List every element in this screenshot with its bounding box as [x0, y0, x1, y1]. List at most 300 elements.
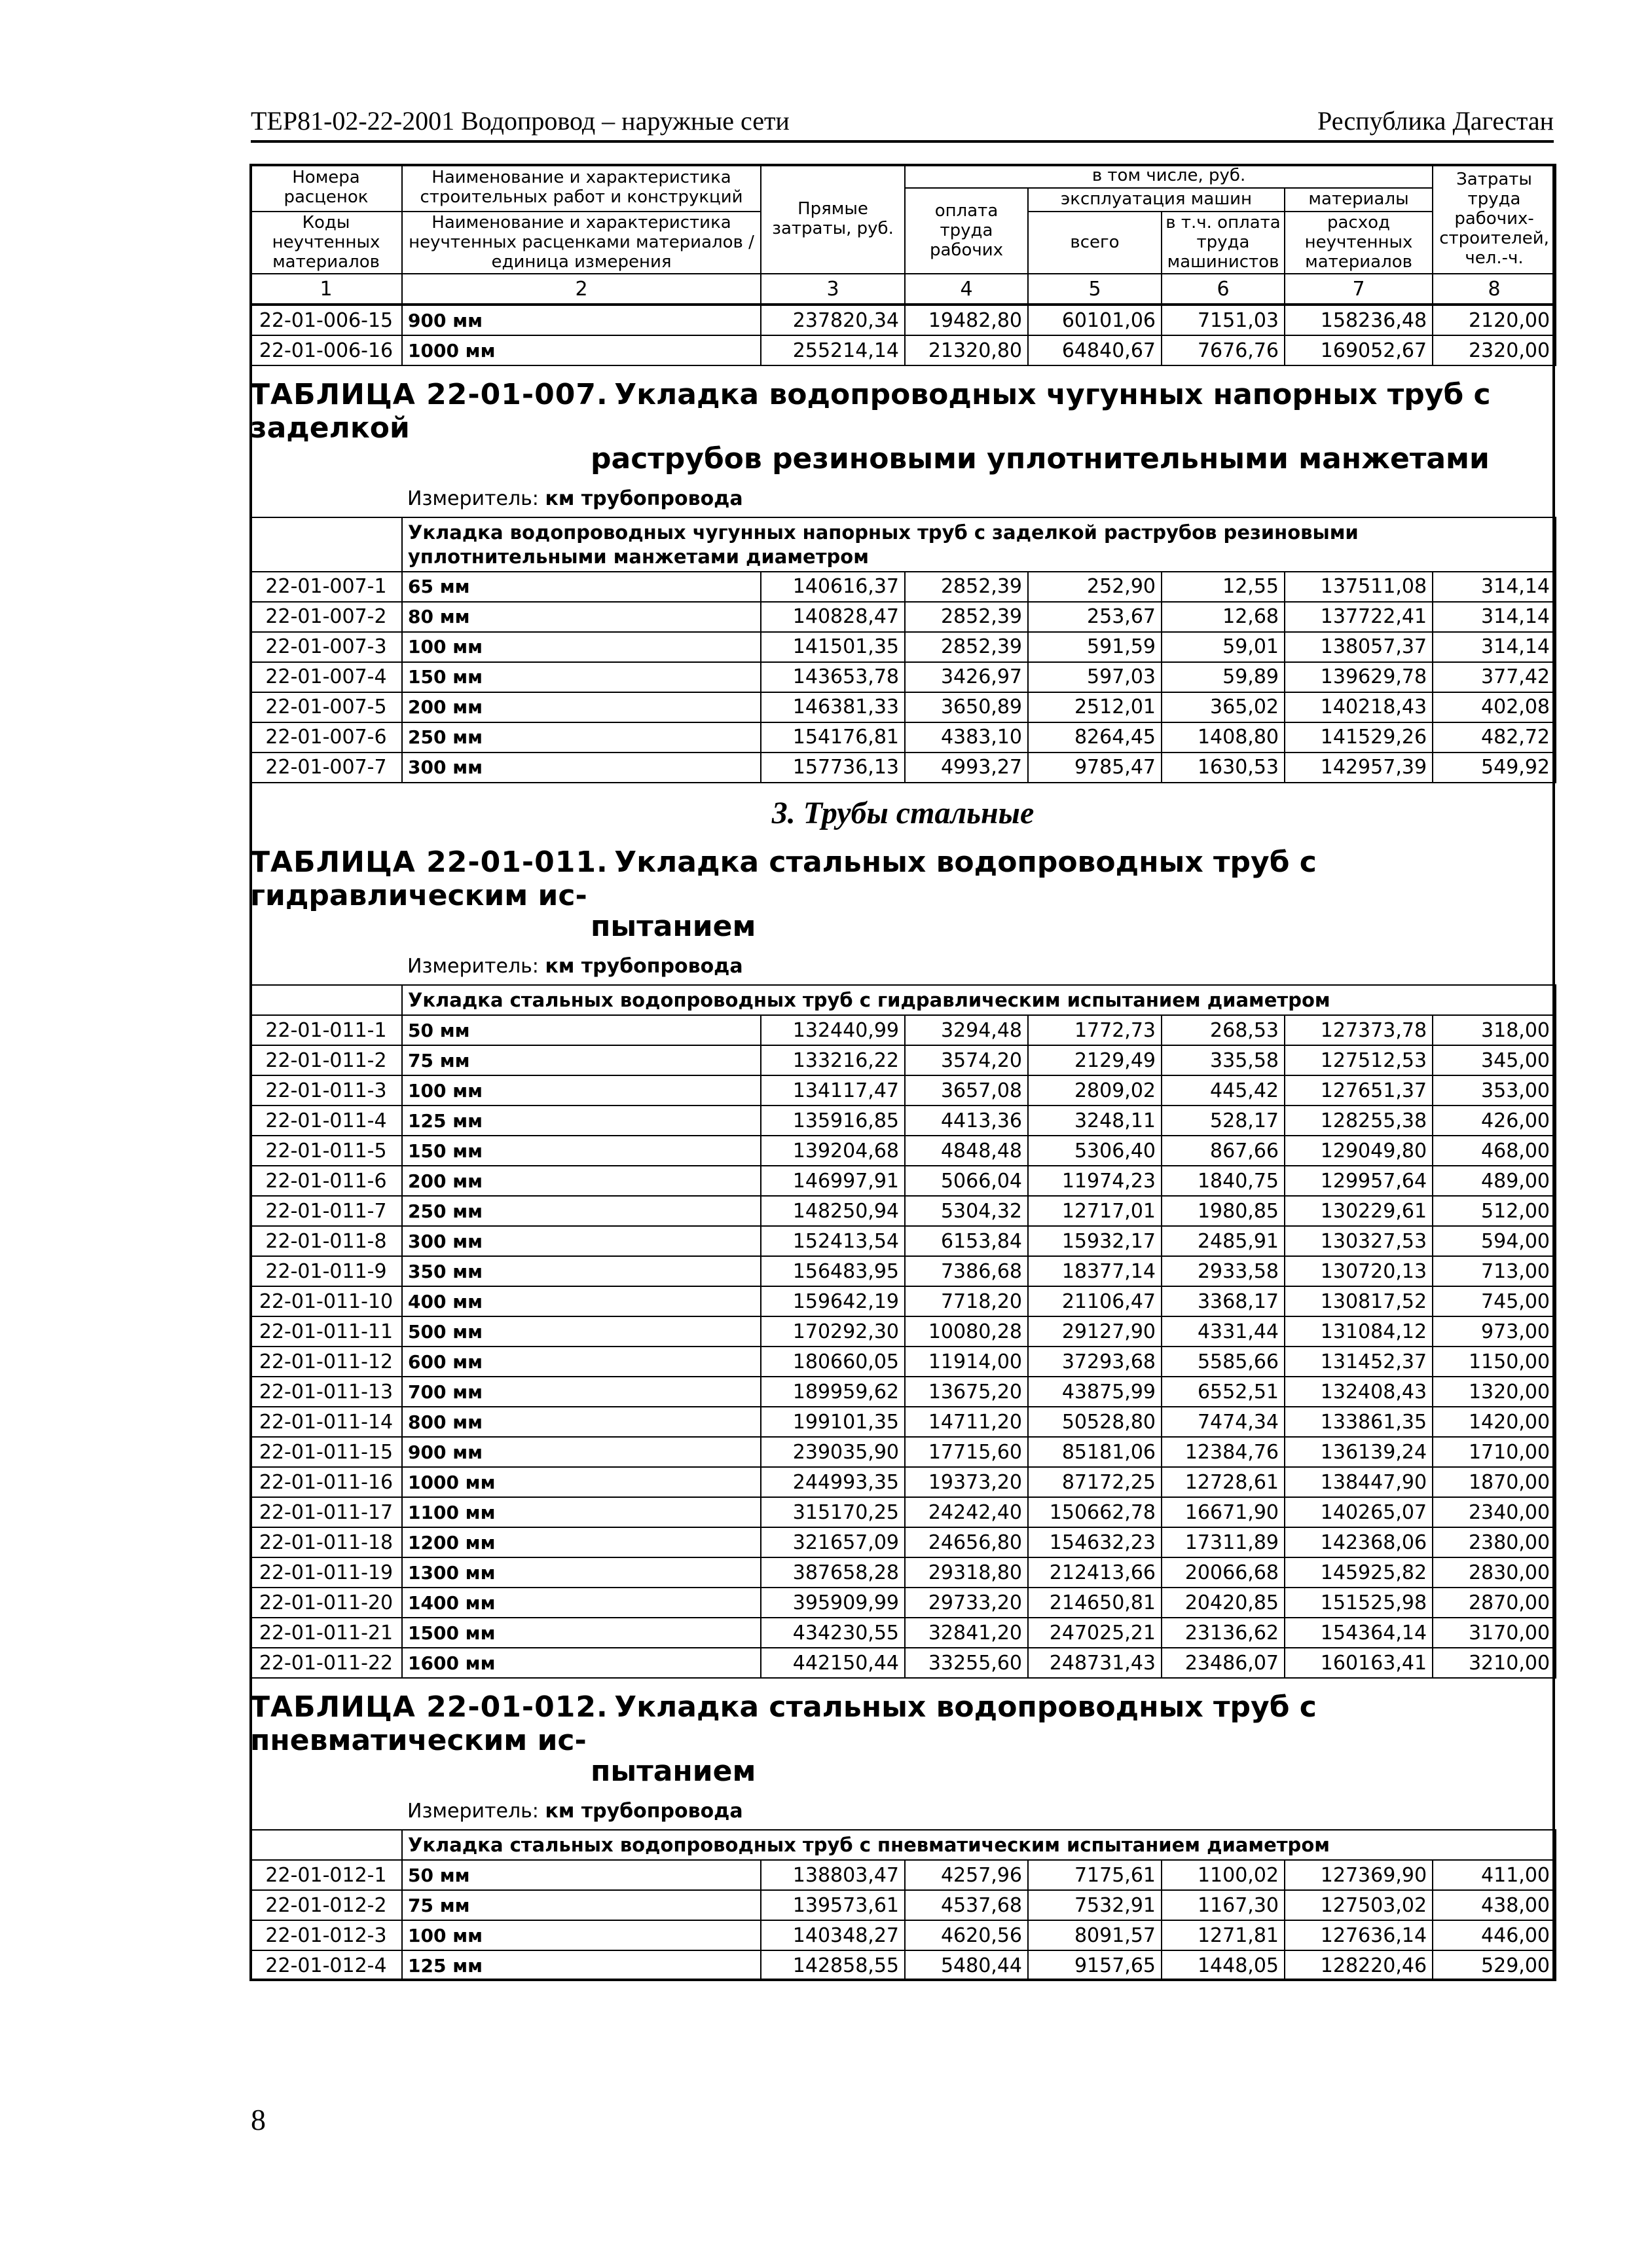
rate-name: 1500 мм	[402, 1618, 761, 1648]
direct-cost: 146381,33	[761, 692, 905, 722]
col-direct: Прямые затраты, руб.	[761, 164, 905, 274]
materials-cost: 158236,48	[1285, 305, 1433, 335]
table-row	[250, 1136, 1556, 1166]
col-num: 7	[1285, 274, 1433, 305]
measure-line	[250, 1800, 1556, 1829]
table-title-row	[250, 1678, 1556, 1830]
materials-cost: 130720,13	[1285, 1256, 1433, 1286]
machinist-cost: 7151,03	[1162, 305, 1285, 335]
table-row	[250, 1196, 1556, 1226]
subheader-text: Укладка водопроводных чугунных напорных труб с заделкой раструбов резиновыми уплотнительными манжетами диаметром	[402, 517, 1556, 572]
machines-total: 597,03	[1028, 662, 1162, 692]
table-label: ТАБЛИЦА 22-01-012.	[250, 1690, 608, 1724]
table-row	[250, 1256, 1556, 1286]
labor-hours: 3170,00	[1433, 1618, 1556, 1648]
table-title-row	[250, 834, 1556, 985]
materials-cost: 127503,02	[1285, 1890, 1433, 1920]
column-numbers-row	[250, 274, 1556, 305]
rate-code: 22-01-011-17	[250, 1497, 402, 1527]
direct-cost: 239035,90	[761, 1437, 905, 1467]
measure-label: Измеритель:	[407, 954, 539, 978]
labor-hours: 314,14	[1433, 572, 1556, 602]
materials-cost: 131084,12	[1285, 1316, 1433, 1347]
rate-code: 22-01-011-10	[250, 1286, 402, 1316]
direct-cost: 139573,61	[761, 1890, 905, 1920]
direct-cost: 434230,55	[761, 1618, 905, 1648]
machinist-cost: 1100,02	[1162, 1860, 1285, 1890]
table-row	[250, 1015, 1556, 1045]
table-row	[250, 692, 1556, 722]
direct-cost: 237820,34	[761, 305, 905, 335]
labor-cost: 2852,39	[905, 572, 1028, 602]
rate-name: 1400 мм	[402, 1588, 761, 1618]
table-row	[250, 572, 1556, 602]
col-name-bottom: Наименование и характеристика неучтенных расценками материалов / единица измерения	[402, 212, 761, 274]
table-row	[250, 1106, 1556, 1136]
rate-code: 22-01-011-8	[250, 1226, 402, 1256]
labor-hours: 2380,00	[1433, 1527, 1556, 1557]
machinist-cost: 1448,05	[1162, 1950, 1285, 1980]
measure-value: км трубопровода	[545, 487, 743, 511]
rate-name: 1200 мм	[402, 1527, 761, 1557]
rate-code: 22-01-011-4	[250, 1106, 402, 1136]
rate-name: 75 мм	[402, 1045, 761, 1075]
materials-cost: 140218,43	[1285, 692, 1433, 722]
rate-name: 900 мм	[402, 305, 761, 335]
labor-hours: 2870,00	[1433, 1588, 1556, 1618]
rate-code: 22-01-012-4	[250, 1950, 402, 1980]
labor-hours: 1710,00	[1433, 1437, 1556, 1467]
direct-cost: 132440,99	[761, 1015, 905, 1045]
rate-name: 400 мм	[402, 1286, 761, 1316]
labor-hours: 529,00	[1433, 1950, 1556, 1980]
machinist-cost: 1167,30	[1162, 1890, 1285, 1920]
subheader-row	[250, 1830, 1556, 1860]
machinist-cost: 5585,66	[1162, 1347, 1285, 1377]
labor-hours: 345,00	[1433, 1045, 1556, 1075]
labor-cost: 19482,80	[905, 305, 1028, 335]
header-row-1	[250, 164, 1556, 188]
table-row	[250, 1527, 1556, 1557]
labor-cost: 2852,39	[905, 602, 1028, 632]
table-title-cont: пытанием	[591, 909, 756, 943]
table-title-cont: пытанием	[591, 1755, 756, 1789]
direct-cost: 157736,13	[761, 753, 905, 783]
machinist-cost: 20066,68	[1162, 1557, 1285, 1588]
table-title: Укладка водопроводных чугунных напорных труб с заделкой	[250, 378, 1491, 445]
machines-total: 591,59	[1028, 632, 1162, 662]
machines-total: 253,67	[1028, 602, 1162, 632]
subheader-text: Укладка стальных водопроводных труб с гидравлическим испытанием диаметром	[402, 985, 1556, 1015]
rate-code: 22-01-011-22	[250, 1648, 402, 1678]
rate-code: 22-01-011-1	[250, 1015, 402, 1045]
labor-hours: 402,08	[1433, 692, 1556, 722]
labor-hours: 1320,00	[1433, 1377, 1556, 1407]
table-row	[250, 1045, 1556, 1075]
rate-name: 1300 мм	[402, 1557, 761, 1588]
materials-cost: 140265,07	[1285, 1497, 1433, 1527]
machines-total: 248731,43	[1028, 1648, 1162, 1678]
labor-cost: 32841,20	[905, 1618, 1028, 1648]
machines-total: 9157,65	[1028, 1950, 1162, 1980]
rate-name: 100 мм	[402, 632, 761, 662]
labor-hours: 2340,00	[1433, 1497, 1556, 1527]
labor-cost: 3650,89	[905, 692, 1028, 722]
section-row	[250, 783, 1556, 834]
rate-code: 22-01-011-9	[250, 1256, 402, 1286]
labor-cost: 4537,68	[905, 1890, 1028, 1920]
materials-cost: 132408,43	[1285, 1377, 1433, 1407]
rate-name: 1600 мм	[402, 1648, 761, 1678]
materials-cost: 142957,39	[1285, 753, 1433, 783]
machines-total: 7532,91	[1028, 1890, 1162, 1920]
machinist-cost: 1271,81	[1162, 1920, 1285, 1950]
rate-code: 22-01-007-7	[250, 753, 402, 783]
materials-cost: 133861,35	[1285, 1407, 1433, 1437]
measure-label: Измеритель:	[407, 487, 539, 511]
rate-code: 22-01-011-21	[250, 1618, 402, 1648]
labor-hours: 549,92	[1433, 753, 1556, 783]
labor-hours: 318,00	[1433, 1015, 1556, 1045]
labor-hours: 353,00	[1433, 1075, 1556, 1106]
labor-cost: 4848,48	[905, 1136, 1028, 1166]
col-hours: Затраты труда рабочих-строителей, чел.-ч.	[1433, 164, 1556, 274]
direct-cost: 133216,22	[761, 1045, 905, 1075]
rate-name: 300 мм	[402, 1226, 761, 1256]
labor-hours: 482,72	[1433, 722, 1556, 753]
rate-code: 22-01-011-15	[250, 1437, 402, 1467]
direct-cost: 135916,85	[761, 1106, 905, 1136]
materials-cost: 169052,67	[1285, 335, 1433, 365]
machinist-cost: 12,68	[1162, 602, 1285, 632]
table-row	[250, 1467, 1556, 1497]
direct-cost: 180660,05	[761, 1347, 905, 1377]
rate-name: 800 мм	[402, 1407, 761, 1437]
rate-name: 250 мм	[402, 1196, 761, 1226]
rate-code: 22-01-011-5	[250, 1136, 402, 1166]
labor-hours: 745,00	[1433, 1286, 1556, 1316]
machines-total: 214650,81	[1028, 1588, 1162, 1618]
machinist-cost: 6552,51	[1162, 1377, 1285, 1407]
col-name-top: Наименование и характеристика строительных работ и конструкций	[402, 164, 761, 212]
machines-total: 1772,73	[1028, 1015, 1162, 1045]
subheader-text: Укладка стальных водопроводных труб с пневматическим испытанием диаметром	[402, 1830, 1556, 1860]
materials-cost: 130229,61	[1285, 1196, 1433, 1226]
direct-cost: 142858,55	[761, 1950, 905, 1980]
table-row	[250, 632, 1556, 662]
materials-cost: 127651,37	[1285, 1075, 1433, 1106]
labor-cost: 3574,20	[905, 1045, 1028, 1075]
direct-cost: 143653,78	[761, 662, 905, 692]
machinist-cost: 365,02	[1162, 692, 1285, 722]
machinist-cost: 4331,44	[1162, 1316, 1285, 1347]
machinist-cost: 12384,76	[1162, 1437, 1285, 1467]
labor-hours: 2120,00	[1433, 305, 1556, 335]
labor-hours: 2320,00	[1433, 335, 1556, 365]
table-row	[250, 1920, 1556, 1950]
direct-cost: 152413,54	[761, 1226, 905, 1256]
table-row	[250, 1377, 1556, 1407]
machinist-cost: 1630,53	[1162, 753, 1285, 783]
machines-total: 37293,68	[1028, 1347, 1162, 1377]
table-title: Укладка стальных водопроводных труб с гидравлическим ис-	[250, 845, 1317, 912]
machines-total: 50528,80	[1028, 1407, 1162, 1437]
machinist-cost: 7676,76	[1162, 335, 1285, 365]
labor-hours: 1420,00	[1433, 1407, 1556, 1437]
direct-cost: 387658,28	[761, 1557, 905, 1588]
table-title-cont: раструбов резиновыми уплотнительными манжетами	[591, 442, 1490, 476]
materials-cost: 127512,53	[1285, 1045, 1433, 1075]
materials-cost: 129049,80	[1285, 1136, 1433, 1166]
machines-total: 85181,06	[1028, 1437, 1162, 1467]
labor-cost: 11914,00	[905, 1347, 1028, 1377]
machinist-cost: 17311,89	[1162, 1527, 1285, 1557]
rate-name: 65 мм	[402, 572, 761, 602]
machinist-cost: 16671,90	[1162, 1497, 1285, 1527]
rate-name: 50 мм	[402, 1015, 761, 1045]
labor-hours: 411,00	[1433, 1860, 1556, 1890]
labor-hours: 713,00	[1433, 1256, 1556, 1286]
machines-total: 7175,61	[1028, 1860, 1162, 1890]
machinist-cost: 1840,75	[1162, 1166, 1285, 1196]
labor-hours: 426,00	[1433, 1106, 1556, 1136]
materials-cost: 151525,98	[1285, 1588, 1433, 1618]
measure-value: км трубопровода	[545, 1800, 743, 1823]
table-row	[250, 1618, 1556, 1648]
table-row	[250, 1648, 1556, 1678]
machinist-cost: 59,89	[1162, 662, 1285, 692]
rate-code: 22-01-007-4	[250, 662, 402, 692]
labor-hours: 438,00	[1433, 1890, 1556, 1920]
labor-hours: 314,14	[1433, 602, 1556, 632]
labor-cost: 3294,48	[905, 1015, 1028, 1045]
rate-name: 75 мм	[402, 1890, 761, 1920]
direct-cost: 189959,62	[761, 1377, 905, 1407]
measure-value: км трубопровода	[545, 954, 743, 978]
labor-hours: 3210,00	[1433, 1648, 1556, 1678]
materials-cost: 138447,90	[1285, 1467, 1433, 1497]
materials-cost: 129957,64	[1285, 1166, 1433, 1196]
measure-line	[250, 487, 1556, 517]
machinist-cost: 268,53	[1162, 1015, 1285, 1045]
table-title: Укладка стальных водопроводных труб с пневматическим ис-	[250, 1690, 1317, 1758]
machinist-cost: 59,01	[1162, 632, 1285, 662]
table-row	[250, 1497, 1556, 1527]
rate-code: 22-01-006-15	[250, 305, 402, 335]
labor-hours: 2830,00	[1433, 1557, 1556, 1588]
col-num: 1	[250, 274, 402, 305]
machines-total: 252,90	[1028, 572, 1162, 602]
labor-cost: 29318,80	[905, 1557, 1028, 1588]
col-incl: в том числе, руб.	[905, 164, 1433, 188]
col-machines-total: всего	[1028, 212, 1162, 274]
direct-cost: 244993,35	[761, 1467, 905, 1497]
labor-cost: 3426,97	[905, 662, 1028, 692]
col-num: 2	[402, 274, 761, 305]
labor-cost: 5480,44	[905, 1950, 1028, 1980]
rate-code: 22-01-011-19	[250, 1557, 402, 1588]
labor-cost: 3657,08	[905, 1075, 1028, 1106]
rate-name: 900 мм	[402, 1437, 761, 1467]
labor-cost: 13675,20	[905, 1377, 1028, 1407]
materials-cost: 139629,78	[1285, 662, 1433, 692]
machines-total: 64840,67	[1028, 335, 1162, 365]
labor-cost: 4993,27	[905, 753, 1028, 783]
rate-code: 22-01-007-3	[250, 632, 402, 662]
labor-cost: 7718,20	[905, 1286, 1028, 1316]
machines-total: 11974,23	[1028, 1166, 1162, 1196]
measure-line	[250, 955, 1556, 984]
materials-cost: 128255,38	[1285, 1106, 1433, 1136]
labor-hours: 377,42	[1433, 662, 1556, 692]
materials-cost: 127373,78	[1285, 1015, 1433, 1045]
rate-name: 500 мм	[402, 1316, 761, 1347]
table-row	[250, 1226, 1556, 1256]
labor-cost: 21320,80	[905, 335, 1028, 365]
col-num: 4	[905, 274, 1028, 305]
table-label: ТАБЛИЦА 22-01-007.	[250, 378, 608, 412]
machines-total: 212413,66	[1028, 1557, 1162, 1588]
rate-name: 350 мм	[402, 1256, 761, 1286]
direct-cost: 138803,47	[761, 1860, 905, 1890]
direct-cost: 321657,09	[761, 1527, 905, 1557]
rate-code: 22-01-011-18	[250, 1527, 402, 1557]
table-row	[250, 1286, 1556, 1316]
col-machinist: в т.ч. оплата труда машинистов	[1162, 212, 1285, 274]
labor-hours: 973,00	[1433, 1316, 1556, 1347]
labor-cost: 4620,56	[905, 1920, 1028, 1950]
rate-code: 22-01-006-16	[250, 335, 402, 365]
machines-total: 9785,47	[1028, 753, 1162, 783]
table-title-row	[250, 365, 1556, 517]
labor-cost: 33255,60	[905, 1648, 1028, 1678]
machines-total: 5306,40	[1028, 1136, 1162, 1166]
labor-cost: 7386,68	[905, 1256, 1028, 1286]
machinist-cost: 2485,91	[1162, 1226, 1285, 1256]
labor-hours: 1870,00	[1433, 1467, 1556, 1497]
machines-total: 154632,23	[1028, 1527, 1162, 1557]
direct-cost: 140348,27	[761, 1920, 905, 1950]
labor-cost: 4257,96	[905, 1860, 1028, 1890]
machinist-cost: 2933,58	[1162, 1256, 1285, 1286]
table-row	[250, 1588, 1556, 1618]
rate-code: 22-01-012-3	[250, 1920, 402, 1950]
table-row	[250, 662, 1556, 692]
direct-cost: 148250,94	[761, 1196, 905, 1226]
rate-name: 150 мм	[402, 662, 761, 692]
direct-cost: 141501,35	[761, 632, 905, 662]
materials-cost: 130817,52	[1285, 1286, 1433, 1316]
labor-cost: 10080,28	[905, 1316, 1028, 1347]
rate-name: 1100 мм	[402, 1497, 761, 1527]
rate-name: 1000 мм	[402, 1467, 761, 1497]
direct-cost: 315170,25	[761, 1497, 905, 1527]
labor-cost: 2852,39	[905, 632, 1028, 662]
header-title: ТЕР81-02-22-2001 Водопровод – наружные сети	[251, 106, 790, 136]
page-number: 8	[251, 2103, 266, 2136]
rate-name: 80 мм	[402, 602, 761, 632]
col-num: 6	[1162, 274, 1285, 305]
rate-code: 22-01-011-20	[250, 1588, 402, 1618]
materials-cost: 130327,53	[1285, 1226, 1433, 1256]
rate-name: 150 мм	[402, 1136, 761, 1166]
labor-hours: 446,00	[1433, 1920, 1556, 1950]
labor-cost: 4413,36	[905, 1106, 1028, 1136]
table-row	[250, 753, 1556, 783]
machinist-cost: 12,55	[1162, 572, 1285, 602]
direct-cost: 395909,99	[761, 1588, 905, 1618]
machines-total: 21106,47	[1028, 1286, 1162, 1316]
direct-cost: 154176,81	[761, 722, 905, 753]
direct-cost: 156483,95	[761, 1256, 905, 1286]
machinist-cost: 12728,61	[1162, 1467, 1285, 1497]
col-labor: оплата труда рабочих	[905, 188, 1028, 274]
machines-total: 2809,02	[1028, 1075, 1162, 1106]
machines-total: 87172,25	[1028, 1467, 1162, 1497]
machinist-cost: 23486,07	[1162, 1648, 1285, 1678]
table-row	[250, 305, 1556, 335]
labor-cost: 6153,84	[905, 1226, 1028, 1256]
labor-cost: 14711,20	[905, 1407, 1028, 1437]
machines-total: 15932,17	[1028, 1226, 1162, 1256]
rate-name: 200 мм	[402, 692, 761, 722]
machinist-cost: 20420,85	[1162, 1588, 1285, 1618]
table-row	[250, 1075, 1556, 1106]
machines-total: 29127,90	[1028, 1316, 1162, 1347]
machines-total: 2512,01	[1028, 692, 1162, 722]
machinist-cost: 3368,17	[1162, 1286, 1285, 1316]
rate-code: 22-01-007-1	[250, 572, 402, 602]
materials-cost: 136139,24	[1285, 1437, 1433, 1467]
machinist-cost: 23136,62	[1162, 1618, 1285, 1648]
machinist-cost: 528,17	[1162, 1106, 1285, 1136]
direct-cost: 139204,68	[761, 1136, 905, 1166]
labor-cost: 4383,10	[905, 722, 1028, 753]
table-row	[250, 1950, 1556, 1980]
rate-code: 22-01-012-2	[250, 1890, 402, 1920]
materials-cost: 145925,82	[1285, 1557, 1433, 1588]
col-materials: материалы	[1285, 188, 1433, 212]
materials-cost: 138057,37	[1285, 632, 1433, 662]
rate-name: 700 мм	[402, 1377, 761, 1407]
header-region: Республика Дагестан	[1317, 106, 1554, 136]
rate-name: 125 мм	[402, 1950, 761, 1980]
rate-code: 22-01-011-2	[250, 1045, 402, 1075]
machinist-cost: 1980,85	[1162, 1196, 1285, 1226]
labor-hours: 468,00	[1433, 1136, 1556, 1166]
section-title: 3. Трубы стальные	[771, 795, 1035, 830]
rate-code: 22-01-007-2	[250, 602, 402, 632]
rate-name: 200 мм	[402, 1166, 761, 1196]
materials-cost: 160163,41	[1285, 1648, 1433, 1678]
machines-total: 8264,45	[1028, 722, 1162, 753]
labor-hours: 314,14	[1433, 632, 1556, 662]
labor-cost: 5066,04	[905, 1166, 1028, 1196]
rate-code: 22-01-011-16	[250, 1467, 402, 1497]
direct-cost: 140828,47	[761, 602, 905, 632]
subheader-row	[250, 985, 1556, 1015]
materials-cost: 137722,41	[1285, 602, 1433, 632]
direct-cost: 146997,91	[761, 1166, 905, 1196]
col-num: 5	[1028, 274, 1162, 305]
table-row	[250, 602, 1556, 632]
rate-name: 100 мм	[402, 1920, 761, 1950]
table-row	[250, 1890, 1556, 1920]
rate-name: 125 мм	[402, 1106, 761, 1136]
rate-code: 22-01-012-1	[250, 1860, 402, 1890]
rate-code: 22-01-011-14	[250, 1407, 402, 1437]
direct-cost: 255214,14	[761, 335, 905, 365]
